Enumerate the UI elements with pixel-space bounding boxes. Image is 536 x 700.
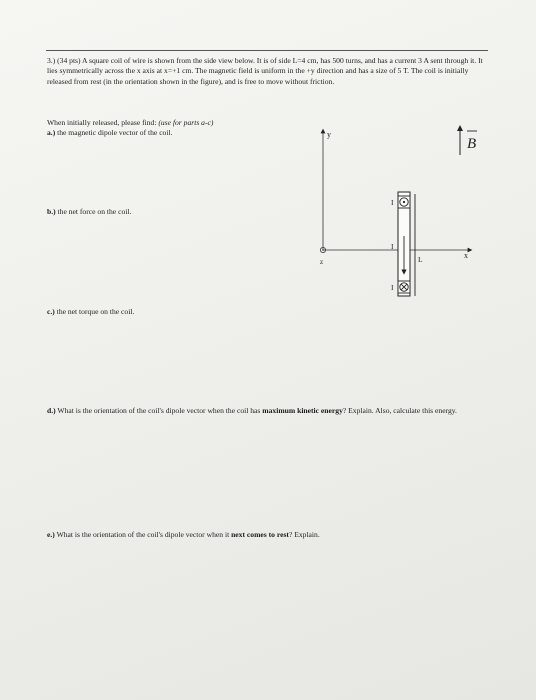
question-d-emphasis: maximum kinetic energy: [262, 406, 343, 415]
current-bottom-label: I: [391, 283, 394, 292]
question-e-emphasis: next comes to rest: [231, 530, 289, 539]
problem-number: 3.) (34 pts): [47, 56, 81, 65]
field-label: B: [467, 136, 477, 152]
question-e-text-end: ? Explain.: [288, 530, 320, 539]
question-d-label: d.): [47, 406, 56, 415]
instructions-text: When initially released, please find:: [47, 118, 159, 127]
current-mid-label: I: [391, 242, 394, 251]
question-c-text: the net torque on the coil.: [54, 307, 135, 316]
question-e-label: e.): [47, 530, 55, 539]
problem-text: A square coil of wire is shown from the side view below. It is of side L=4 cm, has 500 turns, and has a current 3 A sent through it. It lies symmetrically across the x axis at x=+1 cm. The magnetic field is uniform in the +y direction and has a size of 5 T. The coil is initially released from rest (in the orientation shown in the figure), and is free to move without friction.: [47, 56, 483, 86]
current-top-label: I: [391, 198, 394, 207]
question-a-text: the magnetic dipole vector of the coil.: [55, 128, 173, 138]
question-d-text: What is the orientation of the coil's dipole vector when the coil has: [55, 406, 263, 415]
x-axis-label: x: [464, 251, 468, 260]
side-length-label: L: [418, 255, 423, 264]
question-d-text-end: ? Explain. Also, calculate this energy.: [342, 406, 457, 415]
current-out-dot: [403, 201, 405, 203]
z-axis-label: z: [320, 258, 324, 266]
y-axis-label: y: [327, 130, 331, 139]
question-e-text: What is the orientation of the coil's dipole vector when it: [54, 530, 232, 539]
question-b-text: the net force on the coil.: [55, 207, 132, 216]
question-c-label: c.): [47, 307, 55, 316]
z-axis-dot: [322, 249, 324, 251]
instructions-note: (use for parts a-c): [158, 118, 214, 127]
question-a-label: a.): [47, 128, 56, 138]
question-b-label: b.): [47, 207, 56, 216]
